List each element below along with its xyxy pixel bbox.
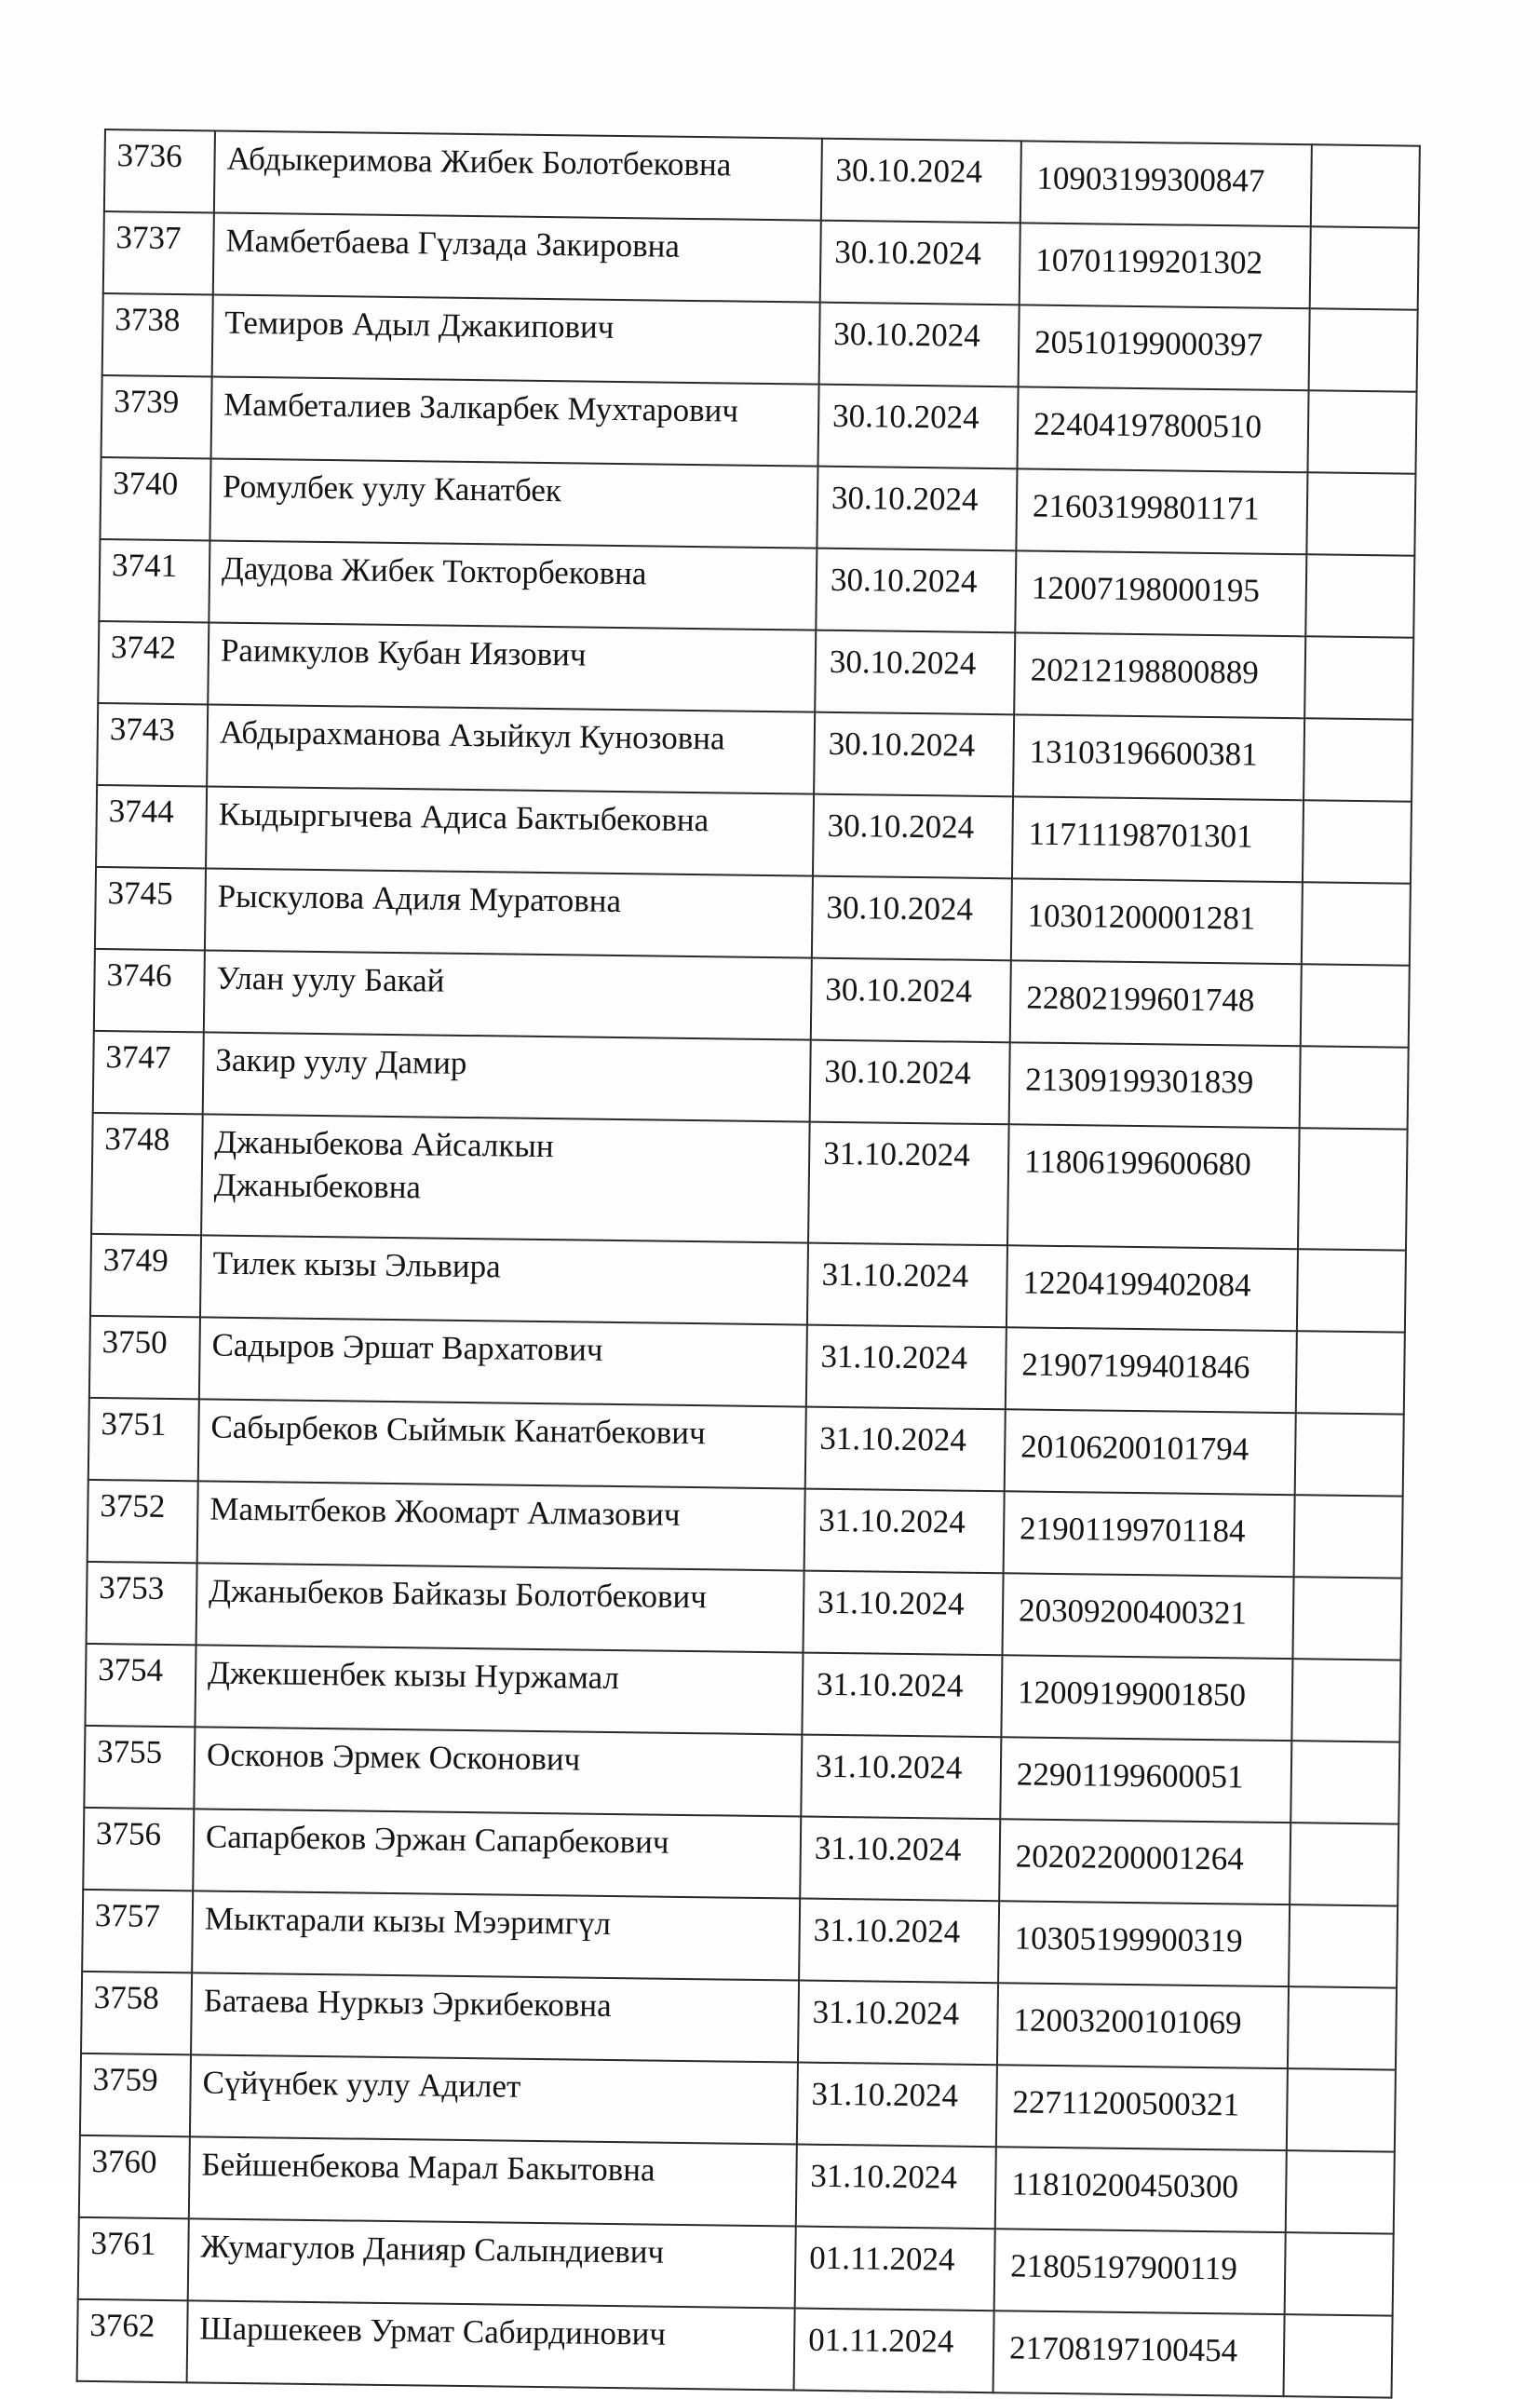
date: 31.10.2024: [803, 1571, 1003, 1656]
row-number: 3749: [90, 1234, 201, 1317]
personal-id: 10305199900319: [998, 1901, 1290, 1986]
empty-cell: [1284, 2314, 1393, 2397]
full-name: Джаныбеков Байказы Болотбекович: [196, 1563, 804, 1652]
date: 31.10.2024: [807, 1243, 1007, 1328]
personal-id: 13103196600381: [1013, 714, 1304, 800]
date: 31.10.2024: [805, 1407, 1006, 1492]
empty-cell: [1304, 718, 1412, 801]
full-name-line-1: Джаныбекова Айсалкын: [214, 1123, 554, 1165]
personal-id: 12007198000195: [1015, 550, 1306, 636]
full-name: Закир уулу Дамир: [203, 1032, 811, 1121]
empty-cell: [1301, 964, 1410, 1047]
row-number: 3736: [104, 129, 215, 212]
empty-cell: [1290, 1823, 1398, 1905]
date: 30.10.2024: [810, 1040, 1010, 1125]
date: 31.10.2024: [799, 1899, 999, 1984]
date: 30.10.2024: [812, 876, 1012, 961]
empty-cell: [1285, 2232, 1394, 2315]
empty-cell: [1303, 800, 1412, 883]
date: 31.10.2024: [802, 1653, 1002, 1738]
personal-id: 12009199001850: [1001, 1655, 1292, 1741]
empty-cell: [1310, 226, 1419, 309]
empty-cell: [1296, 1331, 1405, 1414]
personal-id: 20309200400321: [1002, 1573, 1293, 1659]
row-number: 3751: [88, 1398, 199, 1481]
row-number: 3758: [81, 1972, 192, 2054]
date: 31.10.2024: [804, 1489, 1005, 1574]
full-name: Тилек кызы Эльвира: [200, 1235, 808, 1324]
empty-cell: [1305, 554, 1414, 637]
date: 31.10.2024: [798, 1981, 998, 2066]
empty-cell: [1290, 1741, 1399, 1823]
row-number: 3743: [97, 703, 208, 786]
date: 30.10.2024: [816, 549, 1016, 633]
personal-id: 21805197900119: [994, 2229, 1286, 2314]
full-name: Осконов Эрмек Осконович: [194, 1727, 802, 1816]
row-number: 3748: [91, 1113, 203, 1235]
registry-table: [76, 129, 1421, 2399]
row-number: 3754: [85, 1644, 196, 1727]
personal-id: 20510199000397: [1019, 305, 1310, 390]
date: 31.10.2024: [808, 1122, 1009, 1246]
full-name: Мамбетбаева Гүлзада Закировна: [213, 212, 821, 302]
full-name: Мыктарали кызы Мээримгүл: [192, 1891, 800, 1980]
personal-id: 20202200001264: [999, 1819, 1290, 1904]
full-name: Раимкулов Кубан Иязович: [208, 622, 816, 712]
full-name: Жумагулов Данияр Салындиевич: [188, 2218, 796, 2308]
date: 30.10.2024: [814, 712, 1014, 797]
personal-id: 20212198800889: [1014, 632, 1305, 718]
full-name: Батаева Нуркыз Эркибековна: [191, 1972, 799, 2062]
empty-cell: [1287, 2068, 1396, 2151]
row-number: 3750: [89, 1316, 200, 1399]
row-number: 3741: [99, 539, 209, 622]
full-name: Мамбеталиев Залкарбек Мухтарович: [211, 376, 819, 466]
full-name: Сапарбеков Эржан Сапарбекович: [193, 1809, 801, 1898]
date: 30.10.2024: [818, 385, 1019, 469]
full-name: Рыскулова Адиля Муратовна: [205, 868, 813, 957]
personal-id: 10301200001281: [1011, 878, 1303, 964]
empty-cell: [1288, 1986, 1397, 2069]
personal-id: 10903199300847: [1020, 141, 1312, 226]
empty-cell: [1294, 1495, 1403, 1578]
row-number: 3746: [94, 949, 205, 1032]
personal-id: 21708197100454: [993, 2311, 1285, 2396]
date: 30.10.2024: [813, 794, 1013, 879]
full-name: Сабырбеков Сыймык Канатбекович: [198, 1399, 806, 1488]
empty-cell: [1302, 882, 1411, 965]
full-name: Сүйүнбек уулу Адилет: [190, 2054, 798, 2144]
empty-cell: [1292, 1577, 1401, 1660]
date: 31.10.2024: [800, 1817, 1000, 1902]
full-name: Садыров Эршат Вархатович: [199, 1317, 807, 1406]
personal-id: 21603199801171: [1016, 468, 1307, 554]
row-number: 3752: [88, 1480, 198, 1563]
row-number: 3745: [95, 867, 206, 950]
full-name: Улан уулу Бакай: [204, 950, 812, 1039]
empty-cell: [1304, 636, 1413, 719]
row-number: 3738: [102, 293, 213, 376]
date: 30.10.2024: [821, 139, 1021, 224]
date: 30.10.2024: [819, 303, 1020, 387]
row-number: 3761: [78, 2217, 189, 2300]
date: 30.10.2024: [815, 630, 1015, 715]
full-name: Шаршекеев Урмат Сабирдинович: [187, 2300, 795, 2390]
empty-cell: [1306, 472, 1415, 555]
personal-id: 11810200450300: [995, 2147, 1287, 2232]
row-number: 3756: [83, 1808, 194, 1891]
empty-cell: [1295, 1413, 1404, 1496]
full-name: Мамытбеков Жоомарт Алмазович: [197, 1481, 805, 1570]
personal-id: 20106200101794: [1005, 1409, 1296, 1495]
personal-id: 22404197800510: [1017, 386, 1308, 472]
row-number: 3747: [93, 1031, 204, 1114]
personal-id: 22711200500321: [996, 2065, 1288, 2150]
personal-id: 10701199201302: [1020, 223, 1311, 308]
date: 31.10.2024: [806, 1325, 1006, 1410]
row-number: 3755: [84, 1726, 195, 1809]
row-number: 3739: [101, 375, 212, 458]
empty-cell: [1291, 1659, 1400, 1742]
empty-cell: [1297, 1249, 1406, 1332]
date: 30.10.2024: [817, 467, 1017, 551]
full-name: Кыдыргычева Адиса Бактыбековна: [206, 786, 814, 875]
row-number: 3760: [79, 2135, 190, 2218]
row-number: 3737: [103, 211, 214, 294]
date: 30.10.2024: [820, 221, 1020, 305]
personal-id: 22901199600051: [1000, 1737, 1291, 1823]
full-name: Даудова Жибек Токторбековна: [209, 540, 817, 630]
date: 01.11.2024: [794, 2309, 994, 2393]
row-number: 3744: [96, 785, 207, 868]
personal-id: 21901199701184: [1004, 1491, 1295, 1577]
personal-id: 12003200101069: [997, 1983, 1289, 2068]
full-name: [201, 1114, 810, 1242]
date: 31.10.2024: [797, 2063, 997, 2148]
full-name: Абдыкеримова Жибек Болотбековна: [214, 130, 822, 220]
personal-id: 21309199301839: [1009, 1042, 1301, 1128]
date: 31.10.2024: [801, 1735, 1001, 1820]
personal-id: 22802199601748: [1010, 960, 1302, 1046]
personal-id: 21907199401846: [1006, 1327, 1297, 1413]
row-number: 3753: [87, 1562, 197, 1645]
full-name: Бейшенбекова Марал Бакытовна: [189, 2136, 797, 2226]
row-number: 3740: [100, 457, 210, 540]
full-name: Джекшенбек кызы Нуржамал: [195, 1645, 803, 1734]
empty-cell: [1309, 308, 1418, 391]
empty-cell: [1289, 1904, 1398, 1987]
date: 31.10.2024: [796, 2145, 996, 2230]
full-name: Абдырахманова Азыйкул Кунозовна: [207, 704, 815, 793]
empty-cell: [1307, 390, 1416, 473]
table-row: [91, 1113, 1408, 1251]
personal-id: 12204199402084: [1006, 1245, 1298, 1331]
full-name-line-2: Джаныбековна: [213, 1166, 422, 1206]
personal-id: 11806199600680: [1007, 1124, 1300, 1249]
personal-id: 11711198701301: [1012, 796, 1304, 882]
date: 30.10.2024: [811, 958, 1011, 1043]
row-number: 3742: [98, 621, 209, 704]
full-name: Ромулбек уулу Канатбек: [209, 458, 817, 548]
empty-cell: [1298, 1128, 1408, 1250]
table-row: [77, 2299, 1393, 2398]
empty-cell: [1286, 2150, 1395, 2233]
empty-cell: [1300, 1046, 1409, 1129]
full-name: Темиров Адыл Джакипович: [212, 294, 820, 384]
date: 01.11.2024: [795, 2227, 995, 2311]
row-number: 3762: [77, 2299, 188, 2382]
row-number: 3757: [82, 1890, 193, 1972]
row-number: 3759: [80, 2053, 191, 2136]
empty-cell: [1311, 144, 1420, 227]
